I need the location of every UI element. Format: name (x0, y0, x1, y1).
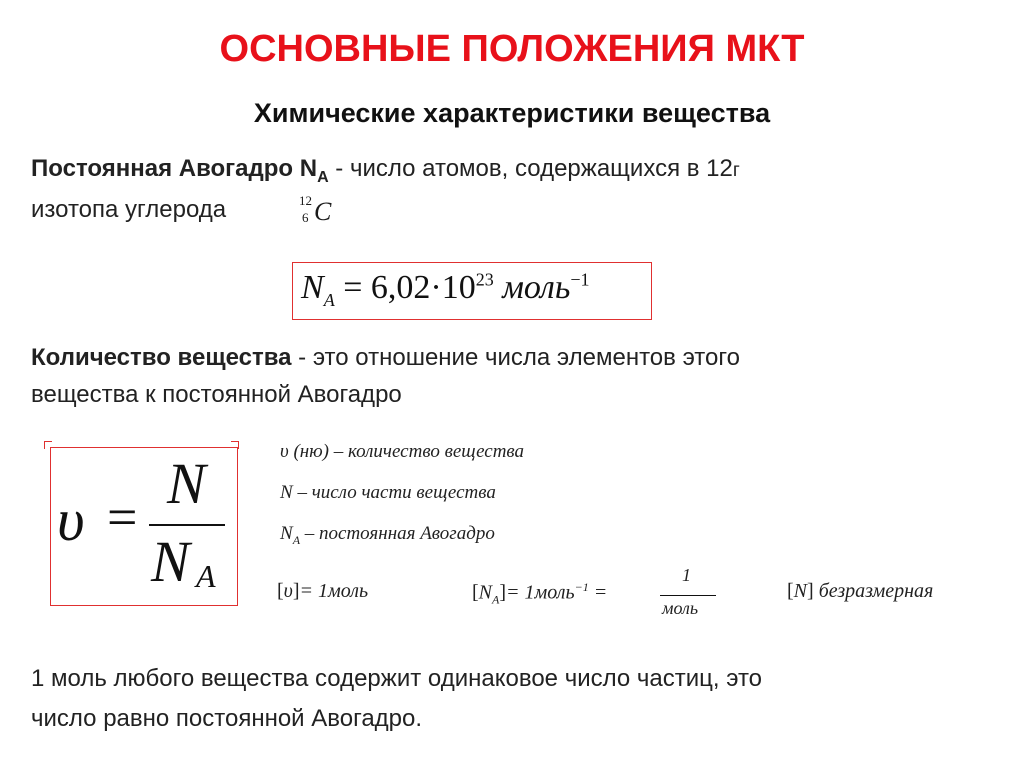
fraction-bar (149, 524, 225, 526)
definition-nu (280, 441, 524, 463)
box-corner-tr (231, 441, 239, 449)
conclusion-line1 (31, 660, 1011, 697)
unit-frac-den: моль (662, 598, 699, 618)
unit-na-val: = 1моль (506, 581, 575, 604)
formula-exp: 23 (475, 269, 494, 290)
amount-definition (31, 339, 1001, 376)
formula-unit: моль (502, 269, 571, 306)
formula-value: 6,02·10 (370, 269, 476, 306)
def-n-sym: N (280, 482, 293, 503)
unit-na-eq: = (593, 581, 608, 604)
avogadro-formula (301, 269, 590, 311)
definition-na (280, 523, 495, 548)
def-nu-text: количество вещества (347, 441, 525, 462)
unit-n-sym: N (793, 580, 808, 602)
unit-na-sub: A (492, 592, 500, 607)
unit-frac-bar (660, 595, 716, 596)
avogadro-text: - число атомов, содержащихся в 12 (328, 155, 733, 182)
avogadro-line2 (31, 191, 226, 228)
amount-line2 (31, 376, 402, 413)
amount-text: - это отношение числа элементов этого (291, 344, 740, 371)
isotope-symbol: C (314, 197, 332, 226)
unit-na: $[N_A]=$ 1моль$^{-1}$ = (472, 580, 608, 607)
formula-lhs: υ (57, 487, 85, 553)
formula-denominator: N (151, 529, 190, 594)
unit-frac-num: 1 (682, 565, 691, 585)
conclusion-line2 (31, 700, 422, 737)
def-n-dash: – (292, 482, 312, 503)
formula-eq: = (343, 269, 363, 306)
carbon-isotope (296, 193, 346, 233)
formula-numerator: N (167, 451, 206, 516)
box-corner-tl (44, 441, 52, 449)
unit-na-sym: N (478, 581, 493, 604)
def-na-text: постоянная Авогадро (319, 523, 495, 544)
definition-n (280, 482, 496, 504)
avogadro-term-sub: A (317, 168, 329, 186)
formula-unit-exp: −1 (570, 269, 590, 290)
formula-equals: = (107, 487, 138, 547)
unit-nu-sym: υ (283, 580, 293, 602)
conclusion-text2: число равно постоянной Авогадро. (31, 705, 423, 732)
def-na-sub: A (292, 532, 301, 547)
def-nu-sym: υ (ню) (280, 441, 329, 462)
isotope-number: 6 (302, 210, 309, 225)
avogadro-formula-box (292, 262, 652, 320)
def-na-sym: N (280, 523, 293, 544)
unit-nu-val: = 1моль (299, 580, 369, 602)
avogadro-term: Постоянная Авогадро N (31, 155, 318, 182)
conclusion-text1: 1 моль любого вещества содержит одинаковое число частиц, это (31, 665, 763, 692)
unit-n-val: безразмерная (818, 580, 934, 602)
unit-n: [N] безразмерная (787, 580, 934, 602)
def-n-text: число части вещества (311, 482, 496, 503)
slide-title: ОСНОВНЫЕ ПОЛОЖЕНИЯ МКТ (219, 28, 805, 70)
def-na-dash: – (300, 523, 320, 544)
amount-line2-text: вещества к постоянной Авогадро (31, 381, 402, 408)
slide-subtitle: Химические характеристики вещества (253, 98, 771, 128)
formula-symbol-sub: A (323, 289, 335, 310)
amount-term: Количество вещества (31, 344, 292, 371)
avogadro-line2-text: изотопа углерода (31, 196, 227, 223)
amount-formula-box (50, 447, 238, 606)
unit-nu: [υ]= 1моль (277, 580, 369, 602)
isotope-mass: 12 (299, 193, 312, 208)
formula-symbol: N (301, 269, 324, 306)
avogadro-definition (31, 150, 1001, 196)
formula-denominator-sub: A (196, 558, 216, 594)
gram-unit: г (732, 160, 740, 181)
unit-na-exp: −1 (574, 580, 589, 594)
def-nu-dash: – (328, 441, 348, 462)
